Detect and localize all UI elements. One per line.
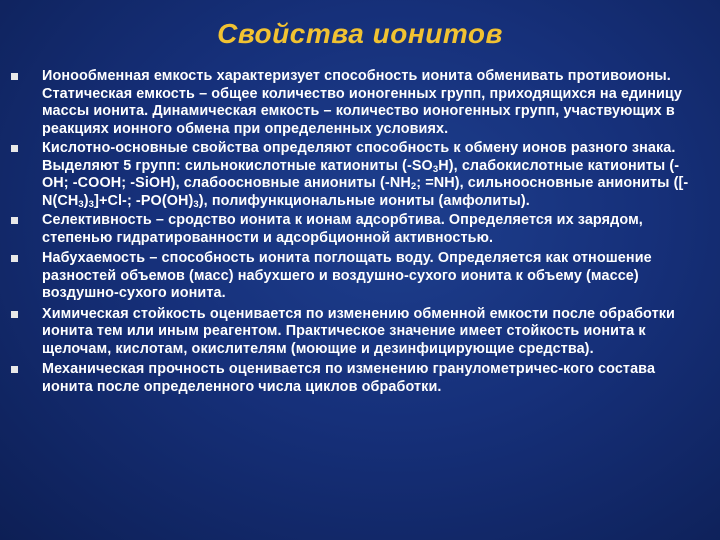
list-item — [10, 250, 700, 303]
text-run: H), слабокислотные катиониты (-OH; -COOH; -SiOH), слабоосновные аниониты (-NH — [42, 157, 680, 191]
subscript: 3 — [193, 198, 199, 210]
text-run: ), полифункциональные иониты (амфолиты). — [198, 192, 530, 209]
list-item — [10, 140, 700, 210]
list-item — [10, 306, 700, 359]
square-bullet-icon — [11, 73, 18, 80]
list-item-text — [42, 212, 700, 247]
list-item-text — [42, 306, 700, 359]
subscript: 3 — [78, 198, 84, 210]
properties-list — [10, 68, 700, 396]
list-item-text — [42, 361, 700, 396]
text-run: Селективность – сродство ионита к ионам адсорбтива. Определяется их зарядом, степенью гидратированности и адсорбционной активностью. — [42, 212, 643, 246]
list-item — [10, 361, 700, 396]
text-run: ]+Cl-; -PO(OH) — [94, 192, 194, 209]
text-run: Ионообменная емкость характеризует способность ионита обменивать противоионы. Статическая емкость – общее количество ионогенных групп, приходящихся на единицу массы ионита. Динамическая емкость – количество ионогенных групп, участвующих в реакциях ионного обмена при определенных условиях. — [42, 68, 682, 137]
text-run: Кислотно-основные свойства определяют способность к обмену ионов разного знака. Выделяют 5 групп: сильнокислотные катиониты (-SO — [42, 140, 676, 174]
list-item — [10, 68, 700, 138]
square-bullet-icon — [11, 311, 18, 318]
list-item-text — [42, 250, 700, 303]
text-run: ) — [83, 192, 89, 209]
list-item-text — [42, 68, 700, 138]
text-run: Набухаемость – способность ионита поглощать воду. Определяется как отношение разностей объемов (масс) набухшего и воздушно-сухого ионита к объему (массе) воздушно-сухого ионита. — [42, 250, 652, 301]
subscript: 3 — [88, 198, 95, 210]
subscript: 2 — [410, 181, 417, 192]
square-bullet-icon — [11, 255, 18, 262]
list-item-text — [42, 140, 700, 210]
text-run: Химическая стойкость оценивается по изменению обменной емкости после обработки ионита тем или иным реагентом. Практическое значение имеет стойкость ионита к щелочам, кислотам, окислителям (моющие и дезинфицирующие средства). — [42, 305, 675, 357]
list-item — [10, 212, 700, 247]
subscript: 3 — [432, 163, 439, 175]
square-bullet-icon — [11, 145, 18, 152]
square-bullet-icon — [11, 366, 18, 373]
text-run: ; =NH), сильноосновные аниониты ([-N(CH — [42, 175, 689, 209]
square-bullet-icon — [11, 217, 18, 224]
text-run: Механическая прочность оценивается по изменению гранулометричес-кого состава ионита после определенного числа циклов обработки. — [42, 361, 656, 395]
slide-title: Свойства ионитов — [217, 18, 503, 49]
